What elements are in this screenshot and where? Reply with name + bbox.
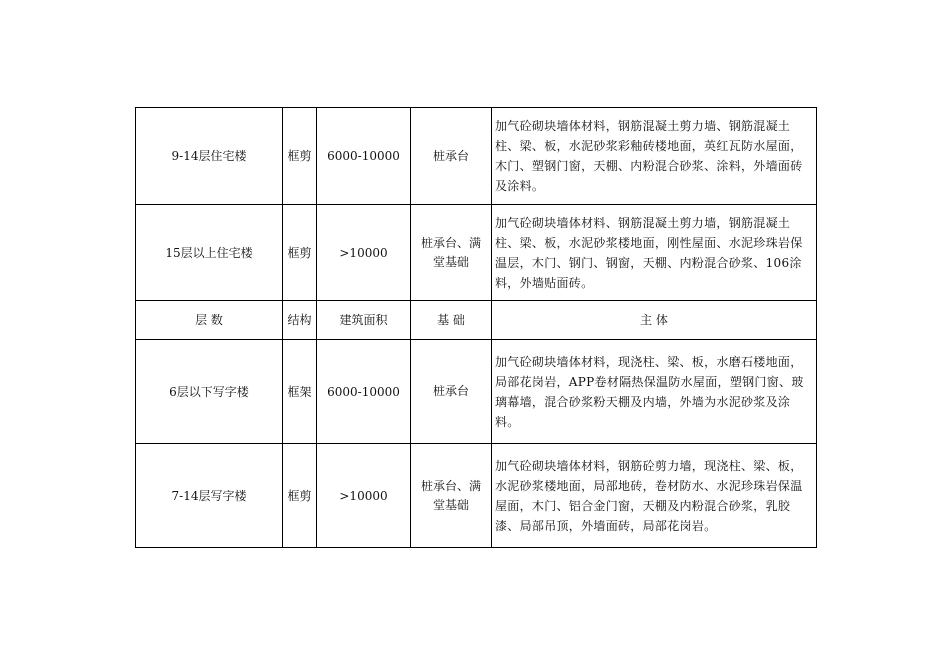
area-cell: >10000 bbox=[317, 444, 411, 548]
table-row bbox=[136, 444, 817, 548]
floors-cell: 15层以上住宅楼 bbox=[136, 205, 283, 301]
main-structure-cell: 加气砼砌块墙体材料，钢筋混凝土剪力墙、钢筋混凝土柱、梁、板，水泥砂浆彩釉砖楼地面，英红瓦防水屋面，木门、塑钢门窗，天棚、内粉混合砂浆、涂料，外墙面砖及涂料。 bbox=[492, 108, 817, 205]
structure-cell: 框架 bbox=[283, 340, 317, 444]
foundation-line-2: 堂基础 bbox=[432, 497, 469, 512]
floors-cell: 9-14层住宅楼 bbox=[136, 108, 283, 205]
foundation-cell bbox=[411, 340, 492, 444]
area-cell: >10000 bbox=[317, 205, 411, 301]
foundation-cell bbox=[411, 444, 492, 548]
area-cell: 6000-10000 bbox=[317, 340, 411, 444]
main-structure-header: 主 体 bbox=[492, 301, 817, 340]
table-row bbox=[136, 340, 817, 444]
structure-header: 结构 bbox=[283, 301, 317, 340]
floors-header: 层 数 bbox=[136, 301, 283, 340]
foundation-line-1: 桩承台 bbox=[432, 384, 469, 398]
structure-cell: 框剪 bbox=[283, 108, 317, 205]
structure-cell: 框剪 bbox=[283, 205, 317, 301]
area-header: 建筑面积 bbox=[317, 301, 411, 340]
foundation-line-2: 堂基础 bbox=[432, 254, 469, 269]
table-row bbox=[136, 205, 817, 301]
table-row bbox=[136, 108, 817, 205]
foundation-line-1: 基 础 bbox=[437, 312, 465, 327]
foundation-header bbox=[411, 301, 492, 340]
main-structure-cell: 加气砼砌块墙体材料、钢筋混凝土剪力墙，钢筋混凝土柱、梁、板，水泥砂浆楼地面，刚性屋面、水泥珍珠岩保温层，木门、钢门、钢窗，天棚、内粉混合砂浆、106涂料，外墙贴面砖。 bbox=[492, 205, 817, 301]
building-spec-table bbox=[135, 107, 817, 548]
structure-cell: 框剪 bbox=[283, 444, 317, 548]
main-structure-cell: 加气砼砌块墙体材料，现浇柱、梁、板，水磨石楼地面，局部花岗岩，APP卷材隔热保温防水屋面，塑钢门窗、玻璃幕墙，混合砂浆粉天棚及内墙，外墙为水泥砂浆及涂料。 bbox=[492, 340, 817, 444]
table-header-row bbox=[136, 301, 817, 340]
area-cell: 6000-10000 bbox=[317, 108, 411, 205]
floors-cell: 7-14层写字楼 bbox=[136, 444, 283, 548]
foundation-line-1: 桩承台、满 bbox=[420, 478, 481, 493]
foundation-line-1: 桩承台 bbox=[432, 148, 469, 163]
main-structure-cell: 加气砼砌块墙体材料，钢筋砼剪力墙，现浇柱、梁、板，水泥砂浆楼地面，局部地砖，卷材防水、水泥珍珠岩保温屋面，木门、铝合金门窗，天棚及内粉混合砂浆，乳胶漆、局部吊顶，外墙面砖，局部花岗岩。 bbox=[492, 444, 817, 548]
foundation-cell bbox=[411, 205, 492, 301]
foundation-line-1: 桩承台、满 bbox=[420, 235, 481, 250]
floors-cell: 6层以下写字楼 bbox=[136, 340, 283, 444]
foundation-cell bbox=[411, 108, 492, 205]
